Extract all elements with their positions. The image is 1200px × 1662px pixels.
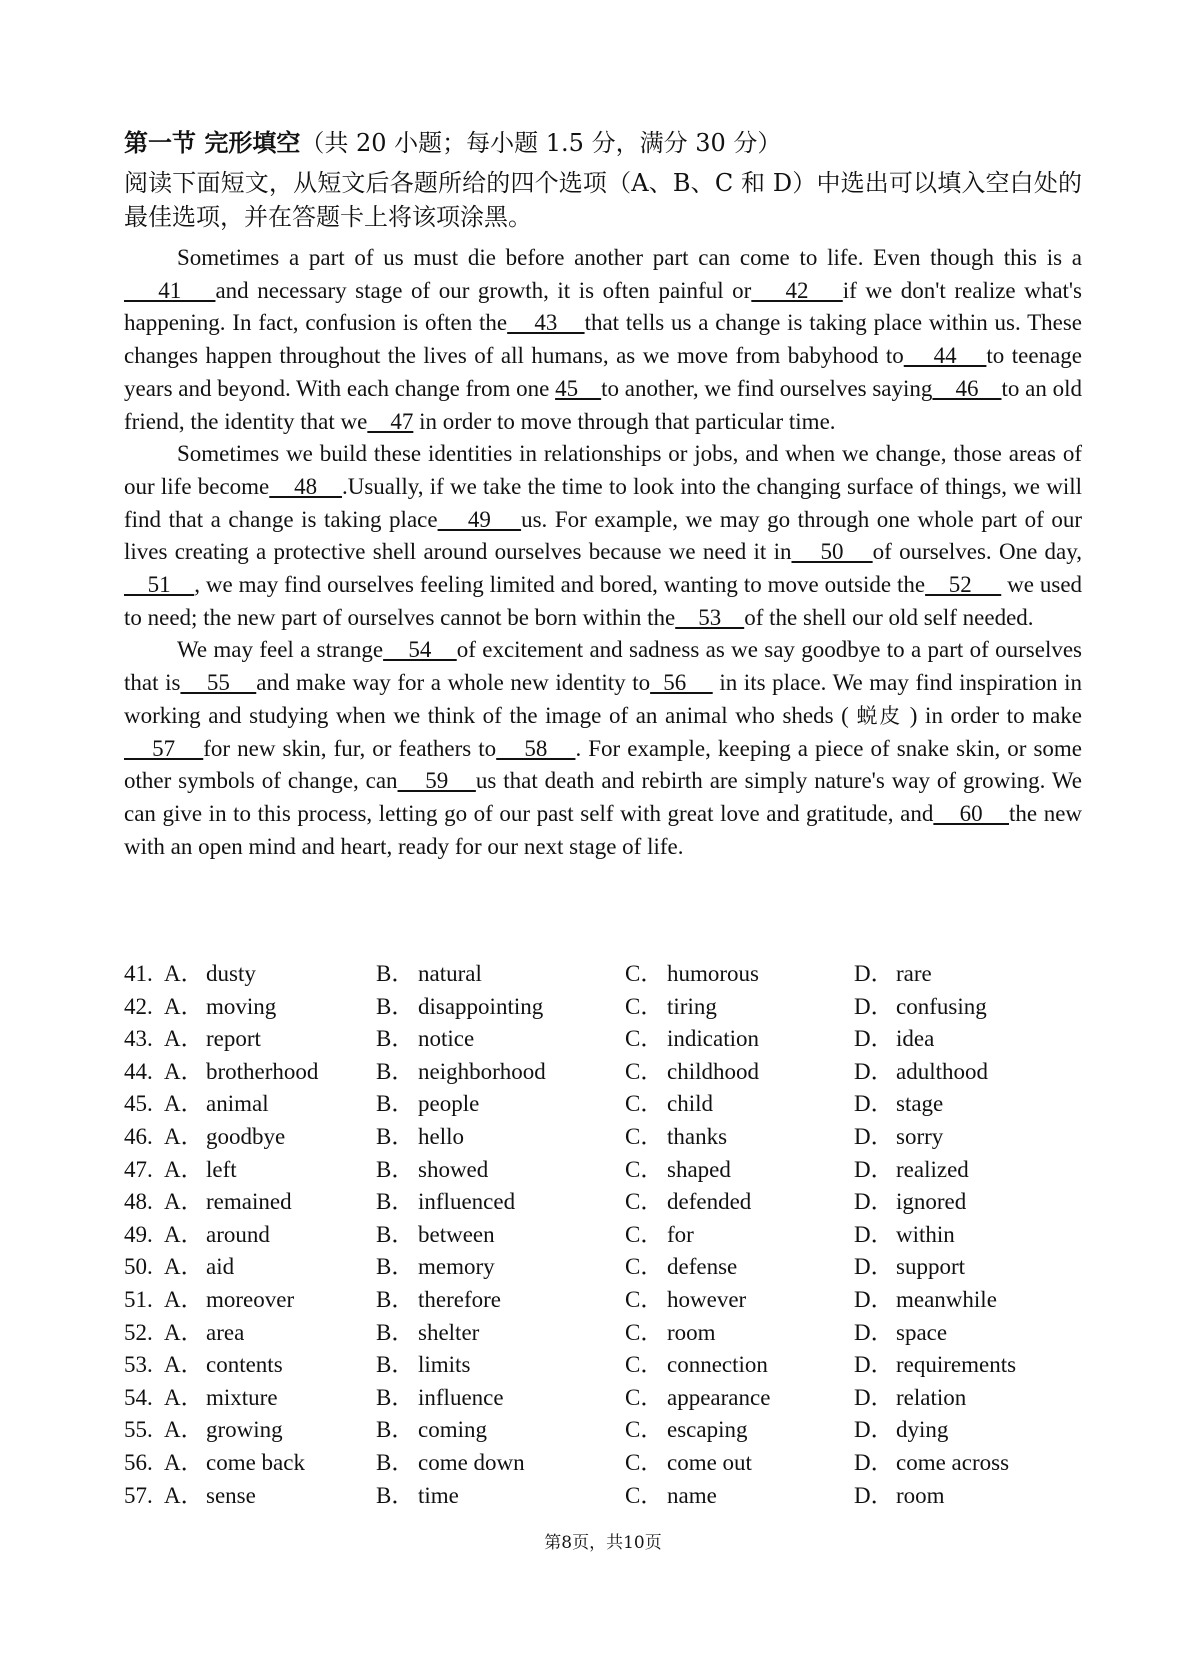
option-text: disappointing	[418, 993, 544, 1019]
option-letter: B．	[376, 1384, 415, 1410]
question-number: 54.	[124, 1384, 153, 1410]
option-text: people	[418, 1091, 480, 1117]
passage-text: and make way for a whole new identity to	[256, 670, 651, 696]
answer-options	[124, 958, 1082, 1512]
option-a	[124, 1317, 244, 1350]
option-text: escaping	[667, 1417, 748, 1443]
option-letter: B．	[376, 1449, 415, 1475]
option-letter: A．	[164, 1352, 204, 1378]
option-letter: D．	[854, 1254, 894, 1280]
option-letter: C．	[625, 1417, 664, 1443]
answer-blank: 46	[932, 375, 1002, 401]
option-text: coming	[418, 1417, 487, 1443]
option-letter: B．	[376, 961, 415, 986]
option-d	[854, 1382, 966, 1415]
option-d	[854, 991, 987, 1024]
option-letter: D．	[854, 1058, 894, 1084]
option-d	[854, 1317, 947, 1350]
option-letter: B．	[376, 993, 415, 1019]
question-row	[124, 1088, 1082, 1121]
option-letter: C．	[625, 1091, 664, 1117]
passage-text: ) in order to make	[902, 702, 1082, 728]
page-footer: 第8页，共10页	[544, 1533, 662, 1553]
option-letter: B．	[376, 1189, 415, 1215]
option-b	[376, 1382, 504, 1415]
passage-text: that tells us a change is taking place within us. These changes happen throughout the lives of all humans, as we move from babyhood to	[124, 310, 1083, 369]
option-d	[854, 1186, 966, 1219]
option-a	[124, 1154, 237, 1187]
option-text: ignored	[896, 1189, 967, 1215]
passage-text: to an old friend, the identity that we	[124, 375, 1083, 434]
option-b	[376, 1414, 487, 1447]
question-row	[124, 1251, 1082, 1284]
option-letter: A．	[164, 1189, 204, 1215]
option-text: left	[206, 1156, 237, 1182]
answer-blank: 59	[397, 768, 476, 794]
option-text: come out	[667, 1449, 752, 1475]
option-d	[854, 1414, 948, 1447]
option-letter: A．	[164, 1156, 204, 1182]
option-d	[854, 1056, 988, 1089]
exam-page	[124, 0, 1082, 1662]
option-text: notice	[418, 1026, 475, 1052]
option-letter: C．	[625, 1449, 664, 1475]
question-number: 55.	[124, 1417, 153, 1443]
option-d	[854, 1480, 945, 1513]
passage-paragraph	[124, 438, 1082, 634]
option-d	[854, 1251, 965, 1284]
option-b	[376, 1447, 525, 1480]
option-letter: A．	[164, 1091, 204, 1117]
option-d	[854, 958, 932, 991]
option-letter: D．	[854, 1449, 894, 1475]
question-number: 56.	[124, 1449, 153, 1475]
option-text: appearance	[667, 1384, 771, 1410]
option-text: stage	[896, 1091, 944, 1117]
question-row	[124, 1023, 1082, 1056]
option-letter: C．	[625, 1384, 664, 1410]
option-letter: A．	[164, 1482, 204, 1508]
answer-blank: 50	[791, 539, 873, 565]
option-b	[376, 1317, 479, 1350]
option-a	[124, 1447, 305, 1480]
option-b	[376, 1251, 495, 1284]
option-letter: A．	[164, 993, 204, 1019]
option-letter: D．	[854, 1156, 894, 1182]
answer-blank: 44	[903, 343, 987, 369]
passage-text: we used to need; the new part of ourselves cannot be born within the	[124, 572, 1083, 630]
question-number: 42.	[124, 993, 153, 1019]
option-c	[625, 1251, 737, 1284]
option-text: room	[667, 1319, 716, 1345]
option-text: child	[667, 1091, 713, 1117]
option-b	[376, 1121, 464, 1154]
answer-blank: 48	[269, 473, 342, 499]
answer-blank: 42	[751, 277, 843, 303]
question-row	[124, 1447, 1082, 1480]
option-text: adulthood	[896, 1058, 988, 1084]
passage-text: .Usually, if we take the time to look into the changing surface of things, we will find that a change is taking place	[124, 473, 1083, 532]
option-text: rare	[896, 961, 932, 986]
answer-blank: 57	[124, 735, 204, 761]
answer-blank: 60	[933, 800, 1010, 826]
option-text: defense	[667, 1254, 738, 1280]
option-text: for	[667, 1221, 694, 1247]
option-text: growing	[206, 1417, 283, 1443]
option-letter: A．	[164, 1286, 204, 1312]
option-letter: D．	[854, 1123, 894, 1149]
answer-blank: 55	[180, 670, 257, 696]
section-heading	[124, 126, 1082, 160]
question-row	[124, 1284, 1082, 1317]
option-letter: B．	[376, 1254, 415, 1280]
option-text: however	[667, 1286, 747, 1312]
option-c	[625, 1284, 746, 1317]
passage-text: if we don't realize what's happening. In fact, confusion is often the	[124, 277, 1083, 336]
passage-text: to another, we find ourselves saying	[601, 375, 933, 401]
option-text: limits	[418, 1352, 471, 1378]
option-letter: C．	[625, 993, 664, 1019]
question-row	[124, 1349, 1082, 1382]
question-number: 41.	[124, 961, 153, 986]
option-text: aid	[206, 1254, 235, 1280]
section-meta: （共 20 小题；每小题 1.5 分，满分 30 分）	[300, 129, 782, 157]
option-letter: B．	[376, 1123, 415, 1149]
option-text: contents	[206, 1352, 283, 1378]
option-letter: C．	[625, 1026, 664, 1052]
option-text: name	[667, 1482, 717, 1508]
question-row	[124, 1154, 1082, 1187]
option-letter: A．	[164, 1384, 204, 1410]
answer-blank: 54	[383, 637, 457, 663]
option-c	[625, 1154, 731, 1187]
question-row	[124, 1186, 1082, 1219]
question-row	[124, 1480, 1082, 1513]
option-letter: C．	[625, 1189, 664, 1215]
option-letter: B．	[376, 1091, 415, 1117]
option-letter: D．	[854, 1352, 894, 1378]
option-letter: C．	[625, 1156, 664, 1182]
option-c	[625, 1480, 717, 1513]
answer-blank: 49	[437, 506, 522, 532]
option-text: goodbye	[206, 1123, 286, 1149]
option-text: come across	[896, 1449, 1010, 1475]
option-c	[625, 1219, 694, 1252]
option-letter: A．	[164, 1123, 204, 1149]
answer-blank: 53	[675, 604, 745, 630]
option-text: connection	[667, 1352, 768, 1378]
option-d	[854, 1088, 943, 1121]
passage-text: for new skin, fur, or feathers to	[203, 735, 497, 761]
option-b	[376, 1349, 470, 1382]
question-number: 44.	[124, 1058, 153, 1084]
question-row	[124, 1056, 1082, 1089]
option-a	[124, 1186, 292, 1219]
option-c	[625, 1023, 759, 1056]
option-letter: C．	[625, 1123, 664, 1149]
answer-blank: 58	[496, 735, 576, 761]
option-text: tiring	[667, 993, 717, 1019]
option-letter: D．	[854, 1482, 894, 1508]
option-letter: C．	[625, 1319, 664, 1345]
option-text: neighborhood	[418, 1058, 546, 1084]
option-b	[376, 1154, 488, 1187]
question-row	[124, 1317, 1082, 1350]
option-text: animal	[206, 1091, 269, 1117]
question-row	[124, 991, 1082, 1024]
question-number: 47.	[124, 1156, 153, 1182]
option-text: space	[896, 1319, 948, 1345]
option-text: area	[206, 1319, 245, 1345]
question-row	[124, 1121, 1082, 1154]
option-text: mixture	[206, 1384, 278, 1410]
option-a	[124, 1023, 261, 1056]
option-text: natural	[418, 961, 482, 986]
passage-paragraph	[124, 634, 1082, 863]
question-number: 43.	[124, 1026, 153, 1052]
option-text: within	[896, 1221, 955, 1247]
option-letter: D．	[854, 1417, 894, 1443]
cloze-passage	[124, 242, 1082, 863]
answer-blank: 45	[555, 375, 602, 401]
option-a	[124, 1382, 278, 1415]
option-text: indication	[667, 1026, 759, 1052]
passage-text: in its place. We may find inspiration in working and studying when we think of the image of an animal who sheds (	[124, 670, 1082, 728]
option-letter: B．	[376, 1482, 415, 1508]
instructions: 阅读下面短文，从短文后各题所给的四个选项（A、B、C 和 D）中选出可以填入空白处的最佳选项，并在答题卡上将该项涂黑。	[124, 169, 1082, 231]
option-letter: A．	[164, 1254, 204, 1280]
option-a	[124, 1219, 270, 1252]
option-letter: B．	[376, 1286, 415, 1312]
option-d	[854, 1447, 1009, 1480]
option-text: confusing	[896, 993, 987, 1019]
option-letter: C．	[625, 1058, 664, 1084]
option-text: support	[896, 1254, 965, 1280]
option-text: therefore	[418, 1286, 501, 1312]
option-letter: B．	[376, 1417, 415, 1443]
option-text: requirements	[896, 1352, 1017, 1378]
option-a	[124, 1349, 283, 1382]
answer-blank: 41	[124, 277, 216, 303]
option-letter: A．	[164, 961, 204, 986]
section-title: 第一节 完形填空	[124, 128, 301, 157]
passage-text: in order to move through that particular time.	[413, 408, 836, 434]
option-text: between	[418, 1221, 495, 1247]
option-c	[625, 991, 717, 1024]
option-b	[376, 1088, 479, 1121]
passage-text: of ourselves. One day,	[872, 539, 1083, 565]
passage-paragraph	[124, 242, 1082, 438]
option-b	[376, 1284, 501, 1317]
option-a	[124, 1480, 256, 1513]
question-number: 49.	[124, 1221, 153, 1247]
option-letter: C．	[625, 961, 664, 986]
option-a	[124, 1056, 318, 1089]
option-d	[854, 1154, 969, 1187]
option-text: childhood	[667, 1058, 759, 1084]
option-a	[124, 991, 276, 1024]
option-d	[854, 1023, 934, 1056]
passage-text: . For example, keeping a piece of snake skin, or some other symbols of change, can	[124, 735, 1082, 794]
answer-blank: 56	[650, 670, 713, 696]
chinese-gloss: 蜕皮	[856, 703, 903, 728]
option-letter: B．	[376, 1319, 415, 1345]
option-letter: D．	[854, 1319, 894, 1345]
question-number: 51.	[124, 1286, 153, 1312]
option-letter: D．	[854, 1384, 894, 1410]
option-text: influence	[418, 1384, 504, 1410]
option-letter: B．	[376, 1156, 415, 1182]
option-d	[854, 1219, 955, 1252]
option-letter: D．	[854, 1221, 894, 1247]
passage-text: of the shell our old self needed.	[744, 604, 1034, 630]
option-text: sense	[206, 1482, 256, 1508]
answer-blank: 52	[925, 572, 1002, 598]
option-text: shaped	[667, 1156, 731, 1182]
question-number: 50.	[124, 1254, 153, 1280]
option-b	[376, 991, 543, 1024]
option-b	[376, 1023, 474, 1056]
option-letter: A．	[164, 1221, 204, 1247]
option-letter: C．	[625, 1254, 664, 1280]
passage-text: We may feel a strange	[177, 637, 384, 663]
option-letter: C．	[625, 1352, 664, 1378]
passage-text: the new with an open mind and heart, ready for our next stage of life.	[124, 800, 1083, 859]
option-letter: C．	[625, 1482, 664, 1508]
option-text: dusty	[206, 961, 256, 986]
option-a	[124, 1088, 269, 1121]
option-c	[625, 1447, 752, 1480]
option-letter: A．	[164, 1417, 204, 1443]
option-c	[625, 1121, 727, 1154]
option-text: realized	[896, 1156, 969, 1182]
option-text: brotherhood	[206, 1058, 319, 1084]
option-letter: B．	[376, 1221, 415, 1247]
option-letter: D．	[854, 1189, 894, 1215]
option-c	[625, 1349, 768, 1382]
option-a	[124, 958, 256, 991]
passage-text: and necessary stage of our growth, it is often painful or	[215, 277, 752, 303]
option-a	[124, 1284, 294, 1317]
answer-blank: 51	[124, 572, 195, 598]
option-text: memory	[418, 1254, 495, 1280]
option-b	[376, 1186, 515, 1219]
option-letter: C．	[625, 1221, 664, 1247]
option-letter: A．	[164, 1319, 204, 1345]
option-text: report	[206, 1026, 261, 1052]
question-row	[124, 1219, 1082, 1252]
option-c	[625, 958, 759, 991]
option-text: defended	[667, 1189, 752, 1215]
option-letter: B．	[376, 1058, 415, 1084]
option-a	[124, 1251, 234, 1284]
option-text: remained	[206, 1189, 292, 1215]
question-number: 57.	[124, 1482, 153, 1508]
option-text: relation	[896, 1384, 967, 1410]
option-text: sorry	[896, 1123, 944, 1149]
option-d	[854, 1349, 1016, 1382]
option-c	[625, 1317, 716, 1350]
option-text: time	[418, 1482, 459, 1508]
option-text: hello	[418, 1123, 464, 1149]
question-row	[124, 958, 1082, 991]
question-number: 45.	[124, 1091, 153, 1117]
option-text: room	[896, 1482, 945, 1508]
option-letter: B．	[376, 1352, 415, 1378]
option-c	[625, 1382, 770, 1415]
option-c	[625, 1414, 747, 1447]
question-row	[124, 1382, 1082, 1415]
option-letter: D．	[854, 961, 894, 986]
option-a	[124, 1121, 285, 1154]
option-text: moreover	[206, 1286, 295, 1312]
option-c	[625, 1088, 713, 1121]
passage-text: , we may find ourselves feeling limited and bored, wanting to move outside the	[194, 572, 926, 598]
answer-blank: 43	[507, 310, 585, 336]
option-text: moving	[206, 993, 277, 1019]
question-number: 48.	[124, 1189, 153, 1215]
passage-text: us. For example, we may go through one whole part of our lives creating a protective shell around ourselves because we need it in	[124, 506, 1082, 565]
passage-text: Sometimes a part of us must die before another part can come to life. Even though this is a	[177, 245, 1082, 270]
passage-text: Sometimes we build these identities in relationships or jobs, and when we change, those areas of our life become	[124, 441, 1082, 499]
option-a	[124, 1414, 283, 1447]
passage-text: of excitement and sadness as we say goodbye to a part of ourselves that is	[124, 637, 1082, 696]
option-b	[376, 1219, 495, 1252]
option-text: come down	[418, 1449, 525, 1475]
option-text: humorous	[667, 961, 759, 986]
question-number: 46.	[124, 1123, 153, 1149]
passage-text: us that death and rebirth are simply nature's way of growing. We can give in to this process, letting go of our past self with great love and gratitude, and	[124, 768, 1082, 826]
option-text: around	[206, 1221, 270, 1247]
option-text: come back	[206, 1449, 305, 1475]
passage-text: to teenage years and beyond. With each change from one	[124, 343, 1082, 401]
question-number: 53.	[124, 1352, 153, 1378]
option-letter: D．	[854, 993, 894, 1019]
option-text: idea	[896, 1026, 935, 1052]
option-letter: A．	[164, 1026, 204, 1052]
option-c	[625, 1056, 759, 1089]
option-letter: A．	[164, 1449, 204, 1475]
option-letter: B．	[376, 1026, 415, 1052]
option-letter: C．	[625, 1286, 664, 1312]
option-letter: D．	[854, 1091, 894, 1117]
option-d	[854, 1284, 997, 1317]
question-number: 52.	[124, 1319, 153, 1345]
option-c	[625, 1186, 751, 1219]
option-text: thanks	[667, 1123, 728, 1149]
question-row	[124, 1414, 1082, 1447]
option-text: influenced	[418, 1189, 516, 1215]
option-text: meanwhile	[896, 1286, 997, 1312]
option-letter: D．	[854, 1286, 894, 1312]
option-text: dying	[896, 1417, 949, 1443]
option-b	[376, 1480, 459, 1513]
option-b	[376, 1056, 546, 1089]
option-text: showed	[418, 1156, 489, 1182]
option-d	[854, 1121, 943, 1154]
option-letter: D．	[854, 1026, 894, 1052]
option-letter: A．	[164, 1058, 204, 1084]
option-text: shelter	[418, 1319, 480, 1345]
option-b	[376, 958, 482, 991]
answer-blank: 47	[367, 408, 414, 434]
